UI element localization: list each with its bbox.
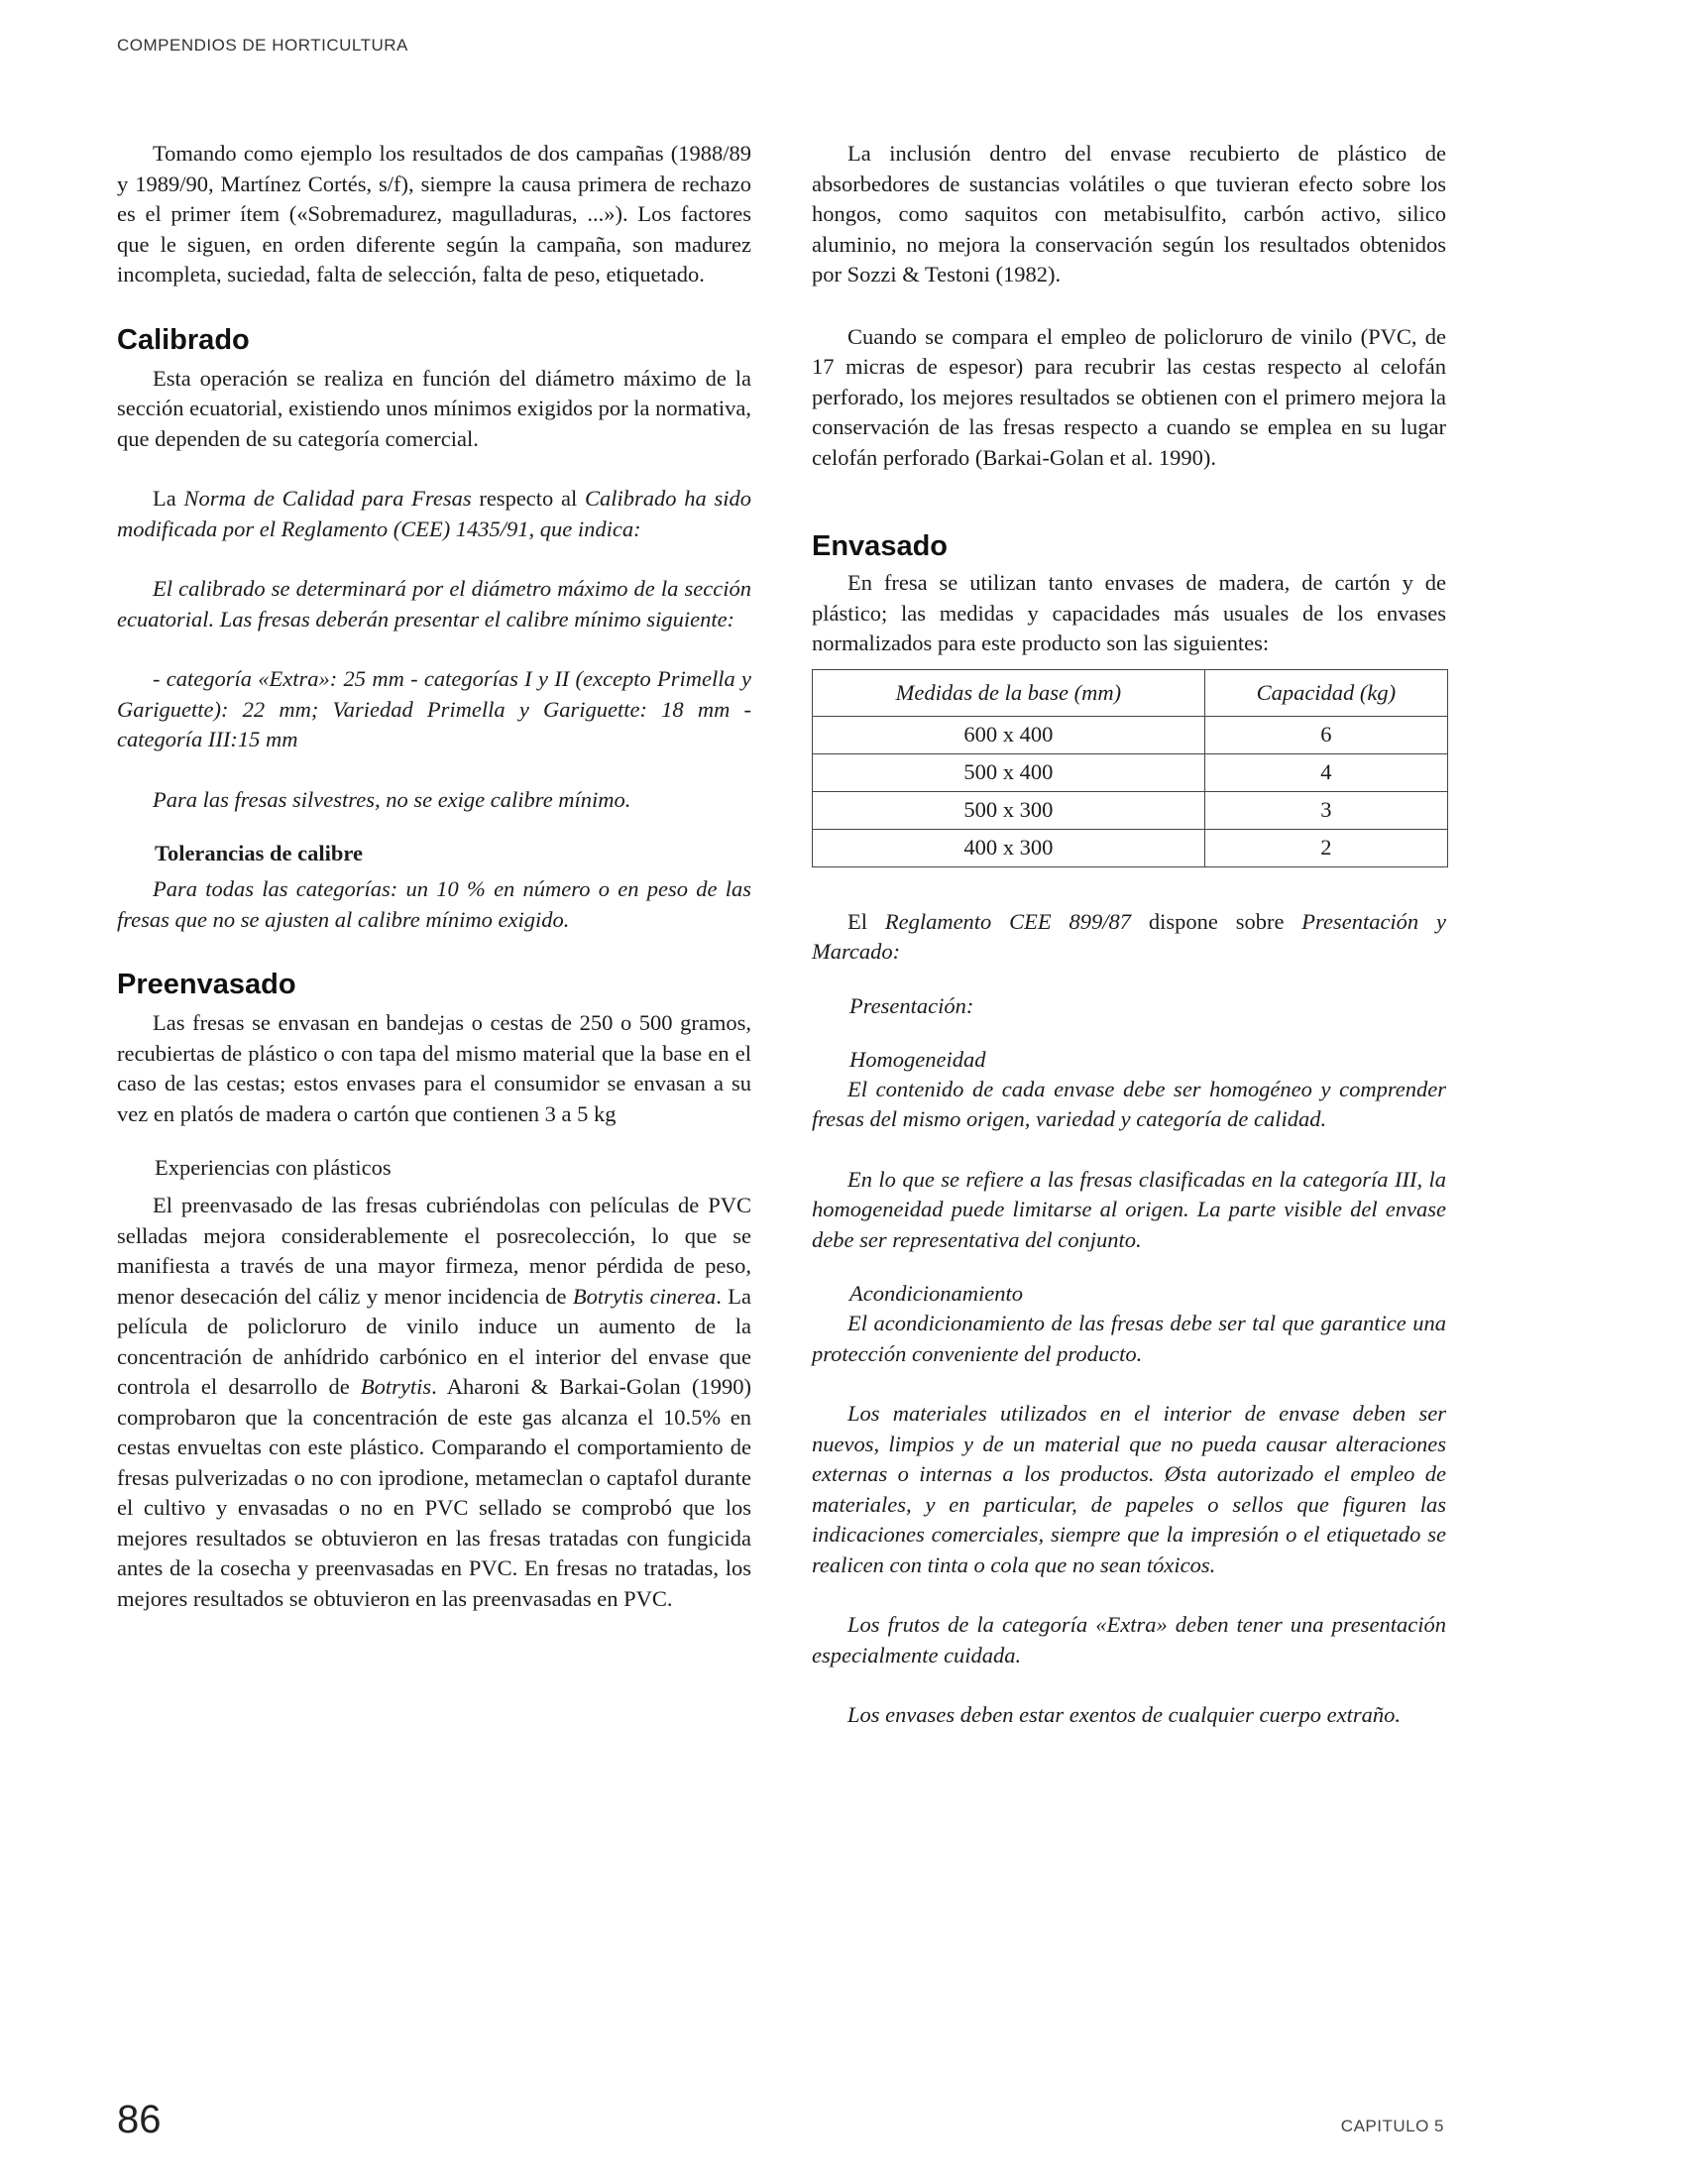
subheading-tolerancias: Tolerancias de calibre bbox=[155, 841, 363, 865]
text: dispone sobre bbox=[1131, 908, 1302, 934]
quoted-paragraph: El contenido de cada envase debe ser homogéneo y comprender fresas del mismo origen, variedad y categoría de calidad. bbox=[812, 1076, 1446, 1131]
table-cell: 500 x 400 bbox=[813, 753, 1205, 791]
table-row bbox=[813, 753, 1448, 791]
quoted-paragraph: El calibrado se determinará por el diámetro máximo de la sección ecuatorial. Las fresas deberán presentar el calibre mínimo siguiente: bbox=[117, 576, 751, 632]
quoted-paragraph: Los materiales utilizados en el interior de envase deben ser nuevos, limpios y de un material que no pueda causar alteraciones externas o internas a los productos. Østa autorizado el empleo de materiales, y en particular, de papeles o sellos que figuren las indicaciones comerciales, siempre que la impresión o el etiquetado se realicen con tinta o cola que no sean tóxicos. bbox=[812, 1401, 1446, 1577]
chapter-label: CAPITULO 5 bbox=[1340, 2117, 1444, 2135]
table-cell: 2 bbox=[1204, 829, 1447, 866]
column-header: Medidas de la base (mm) bbox=[813, 669, 1205, 716]
quoted-paragraph: Los frutos de la categoría «Extra» deben tener una presentación especialmente cuidada. bbox=[812, 1612, 1446, 1667]
paragraph bbox=[812, 907, 1446, 968]
table-row bbox=[813, 791, 1448, 829]
right-column bbox=[812, 139, 1446, 1731]
paragraph: En fresa se utilizan tanto envases de madera, de cartón y de plástico; las medidas y capacidades más usuales de los envases normalizados para este producto son las siguientes: bbox=[812, 570, 1446, 655]
subheading-acondicionamiento: Acondicionamiento bbox=[849, 1281, 1023, 1306]
paragraph bbox=[117, 1191, 751, 1614]
text: . La película de policloruro de vinilo induce un aumento de la concentración de anhídrido carbónico en el interior del envase que controla el desarrollo de bbox=[117, 1283, 751, 1399]
table-cell: 4 bbox=[1204, 753, 1447, 791]
paragraph: Cuando se compara el empleo de policloruro de vinilo (PVC, de 17 micras de espesor) para recubrir las cestas respecto al celofán perforado, los mejores resultados se obtienen con el primero mejora la conservación de las fresas respecto a cuando se emplea en su lugar celofán perforado (Barkai-Golan et al. 1990). bbox=[812, 323, 1446, 470]
quoted-paragraph: En lo que se refiere a las fresas clasificadas en la categoría III, la homogeneidad puede limitarse al origen. La parte visible del envase debe ser representativa del conjunto. bbox=[812, 1166, 1446, 1252]
column-header: Capacidad (kg) bbox=[1204, 669, 1447, 716]
italic-text: Norma de Calidad para Fresas bbox=[183, 486, 472, 511]
subheading-presentacion: Presentación: bbox=[849, 992, 974, 1018]
paragraph bbox=[117, 484, 751, 544]
table-row bbox=[813, 829, 1448, 866]
left-column bbox=[117, 139, 751, 1614]
page-number: 86 bbox=[117, 2098, 162, 2141]
subheading-experiencias: Experiencias con plásticos bbox=[155, 1155, 392, 1180]
paragraph: La inclusión dentro del envase recubierto de plástico de absorbedores de sustancias volátiles o que tuvieran efecto sobre los hongos, como saquitos con metabisulfito, carbón activo, silico aluminio, no mejora la conservación según los resultados obtenidos por Sozzi & Testoni (1982). bbox=[812, 141, 1446, 287]
text: respecto al bbox=[471, 486, 585, 511]
quoted-paragraph: Los envases deben estar exentos de cualquier cuerpo extraño. bbox=[847, 1702, 1401, 1727]
text: La bbox=[153, 486, 184, 511]
italic-text: Botrytis bbox=[360, 1374, 432, 1399]
italic-text: Calibrado ha sido modificada por el Reglamento (CEE) 1435/91, que indica: bbox=[117, 486, 751, 541]
running-head: COMPENDIOS DE HORTICULTURA bbox=[117, 36, 408, 55]
table-cell: 3 bbox=[1204, 791, 1447, 829]
section-heading-preenvasado: Preenvasado bbox=[117, 969, 296, 1000]
quoted-paragraph: Para las fresas silvestres, no se exige calibre mínimo. bbox=[153, 786, 631, 812]
italic-text: Presentación y Marcado: bbox=[812, 908, 1447, 964]
table-cell: 400 x 300 bbox=[813, 829, 1205, 866]
subheading-homogeneidad: Homogeneidad bbox=[849, 1046, 986, 1072]
text: El preenvasado de las fresas cubriéndolas con películas de PVC selladas mejora considerablemente el posrecolección, lo que se manifiesta a través de una mayor firmeza, menor pérdida de peso, menor desecación del cáliz y menor incidencia de bbox=[117, 1193, 751, 1309]
paragraph: Las fresas se envasan en bandejas o cestas de 250 o 500 gramos, recubiertas de plástico o con tapa del mismo material que la base en el caso de las cestas; estos envases para el consumidor se envasan a su vez en platós de madera o cartón que contienen 3 a 5 kg bbox=[117, 1010, 751, 1126]
italic-text: Reglamento CEE 899/87 bbox=[884, 908, 1132, 934]
quoted-paragraph: El acondicionamiento de las fresas debe ser tal que garantice una protección conveniente del producto. bbox=[812, 1311, 1446, 1366]
table-cell: 6 bbox=[1204, 716, 1447, 753]
paragraph: Tomando como ejemplo los resultados de dos campañas (1988/89 y 1989/90, Martínez Cortés, s/f), siempre la causa primera de rechazo es el primer ítem («Sobremadurez, magulladuras, ...»). Los factores que le siguen, en orden diferente según la campaña, son madurez incompleta, suciedad, falta de selección, falta de peso, etiquetado. bbox=[117, 141, 751, 287]
quoted-paragraph: - categoría «Extra»: 25 mm - categorías I y II (excepto Primella y Gariguette): 22 mm; Variedad Primella y Gariguette: 18 mm - categoría III:15 mm bbox=[117, 666, 751, 751]
text: . Aharoni & Barkai-Golan (1990) comprobaron que la concentración de este gas alcanza el 10.5% en cestas envueltas con este plástico. Comparando el comportamiento de fresas pulverizadas o no con iprodione, metameclan o captafol durante el cultivo y envasadas o no en PVC sellado se comprobó que los mejores resultados se obtuvieron en las fresas tratadas con fungicida antes de la cosecha y preenvasadas en PVC. En fresas no tratadas, los mejores resultados se obtuvieron en las preenvasadas en PVC. bbox=[117, 1374, 751, 1611]
table-header-row bbox=[813, 669, 1448, 716]
container-sizes-table bbox=[812, 669, 1448, 867]
section-heading-envasado: Envasado bbox=[812, 530, 948, 562]
quoted-paragraph: Para todas las categorías: un 10 % en número o en peso de las fresas que no se ajusten al calibre mínimo exigido. bbox=[117, 876, 751, 932]
text: El bbox=[847, 908, 885, 934]
paragraph: Esta operación se realiza en función del diámetro máximo de la sección ecuatorial, existiendo unos mínimos exigidos por la normativa, que dependen de su categoría comercial. bbox=[117, 365, 751, 451]
table-cell: 500 x 300 bbox=[813, 791, 1205, 829]
table-row bbox=[813, 716, 1448, 753]
section-heading-calibrado: Calibrado bbox=[117, 323, 250, 356]
italic-text: Botrytis cinerea bbox=[572, 1283, 717, 1309]
table-cell: 600 x 400 bbox=[813, 716, 1205, 753]
